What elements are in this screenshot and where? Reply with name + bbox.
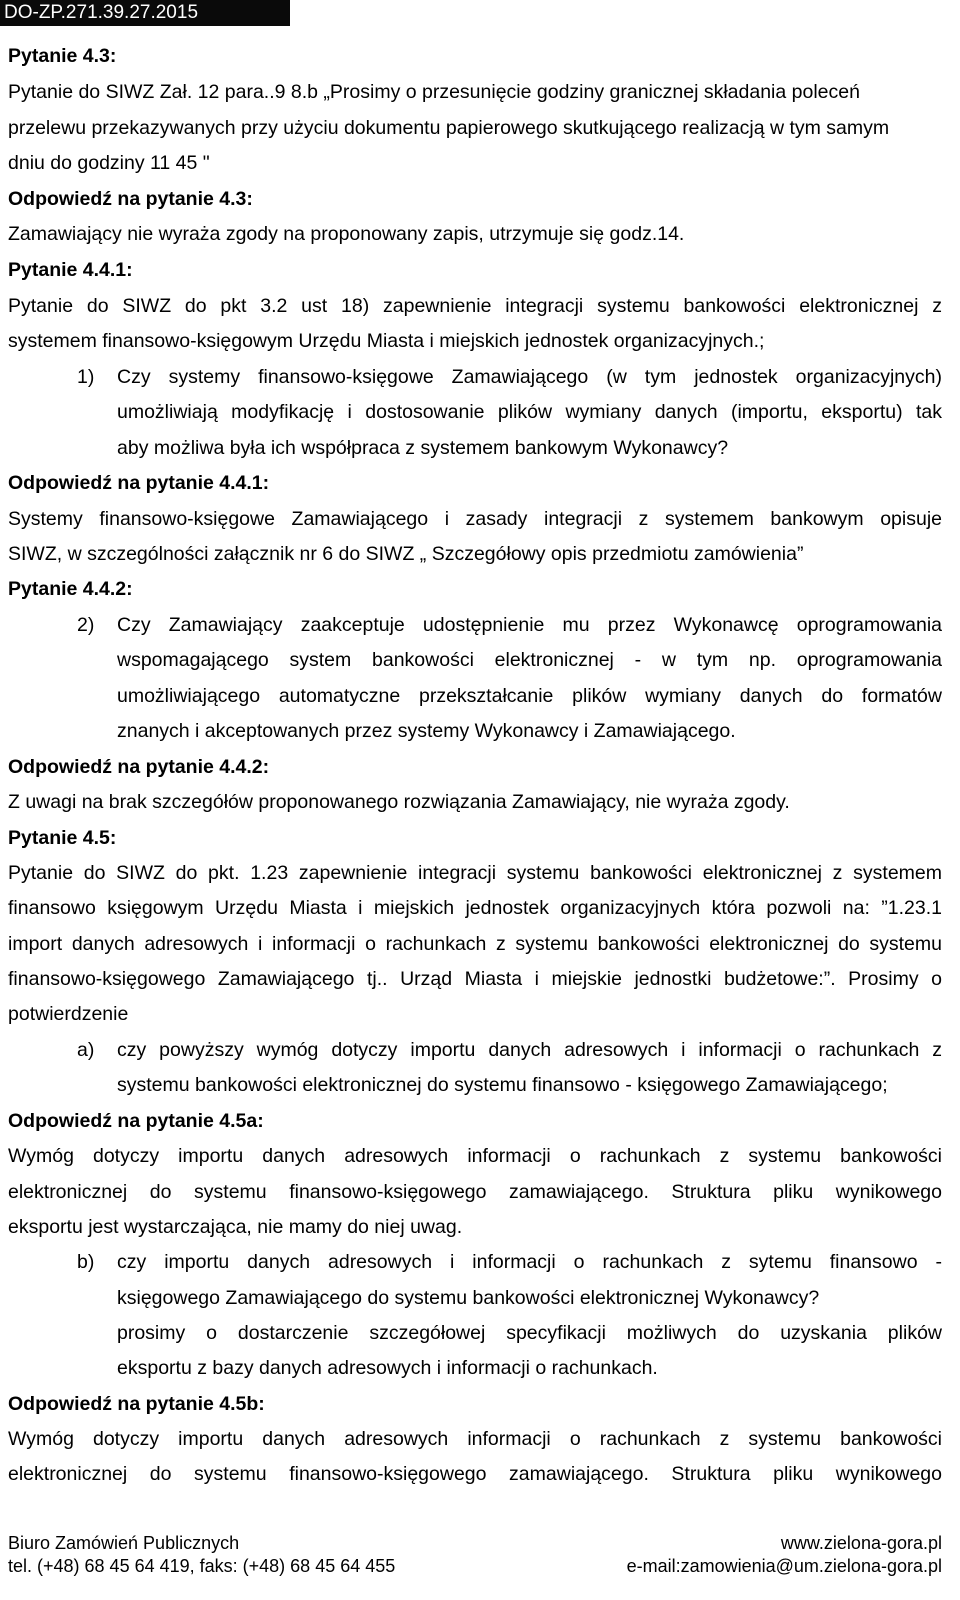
footer-row — [8, 1555, 942, 1577]
list-item-text: eksportu z bazy danych adresowych i informacji o rachunkach. — [117, 1357, 658, 1379]
list-marker: b) — [77, 1251, 95, 1273]
list-item-text: Czy Zamawiający zaakceptuje udostępnienie mu przez Wykonawcę oprogramowania — [117, 614, 942, 636]
text-line: potwierdzenie — [8, 1003, 129, 1025]
text-line: Z uwagi na brak szczegółów proponowanego rozwiązania Zamawiający, nie wyraża zgody. — [8, 791, 790, 813]
text-line: Pytanie do SIWZ Zał. 12 para..9 8.b „Prosimy o przesunięcie godziny granicznej składania poleceń — [8, 81, 860, 103]
text-line: Systemy finansowo-księgowe Zamawiającego i zasady integracji z systemem bankowym opisuje — [8, 508, 942, 530]
question-heading: Pytanie 4.4.1: — [8, 259, 133, 281]
answer-heading: Odpowiedź na pytanie 4.5b: — [8, 1393, 265, 1415]
text-line: Pytanie do SIWZ do pkt 3.2 ust 18) zapewnienie integracji systemu bankowości elektronicznej z — [8, 295, 942, 317]
list-item-text: czy importu danych adresowych i informacji o rachunkach z sytemu finansowo - — [117, 1251, 942, 1273]
question-heading: Pytanie 4.4.2: — [8, 578, 133, 600]
list-item-text: księgowego Zamawiającego do systemu bankowości elektronicznej Wykonawcy? — [117, 1287, 820, 1309]
list-item-text: czy powyższy wymóg dotyczy importu danych adresowych i informacji o rachunkach z — [117, 1039, 942, 1061]
list-item-text: znanych i akceptowanych przez systemy Wykonawcy i Zamawiającego. — [117, 720, 736, 742]
text-line: Wymóg dotyczy importu danych adresowych informacji o rachunkach z systemu bankowości — [8, 1428, 942, 1450]
footer-website: www.zielona-gora.pl — [780, 1533, 942, 1553]
text-line: przelewu przekazywanych przy użyciu dokumentu papierowego skutkującego realizacją w tym samym — [8, 117, 890, 139]
list-item-text: umożliwiają modyfikację i dostosowanie plików wymiany danych (importu, eksportu) tak — [117, 401, 942, 423]
text-line: elektronicznej do systemu finansowo-księgowego zamawiającego. Struktura pliku wynikowego — [8, 1181, 942, 1203]
list-item-text: wspomagającego system bankowości elektronicznej - w tym np. oprogramowania — [117, 649, 942, 671]
question-heading: Pytanie 4.3: — [8, 45, 117, 67]
text-line: dniu do godziny 11 45 " — [8, 152, 210, 174]
question-heading: Pytanie 4.5: — [8, 827, 117, 849]
list-marker: a) — [77, 1039, 95, 1061]
text-line: import danych adresowych i informacji o rachunkach z systemu bankowości elektronicznej do systemu — [8, 933, 942, 955]
text-line: Wymóg dotyczy importu danych adresowych informacji o rachunkach z systemu bankowości — [8, 1145, 942, 1167]
text-line: Pytanie do SIWZ do pkt. 1.23 zapewnienie integracji systemu bankowości elektronicznej z systemem — [8, 862, 942, 884]
text-line: elektronicznej do systemu finansowo-księgowego zamawiającego. Struktura pliku wynikowego — [8, 1463, 942, 1485]
text-line: Zamawiający nie wyraża zgody na proponowany zapis, utrzymuje się godz.14. — [8, 223, 685, 245]
answer-heading: Odpowiedź na pytanie 4.4.2: — [8, 756, 270, 778]
list-item-text: systemu bankowości elektronicznej do systemu finansowo - księgowego Zamawiającego; — [117, 1074, 888, 1096]
list-item-text: umożliwiającego automatyczne przekształcanie plików wymiany danych do formatów — [117, 685, 942, 707]
answer-heading: Odpowiedź na pytanie 4.5a: — [8, 1110, 264, 1132]
list-item-text: Czy systemy finansowo-księgowe Zamawiającego (w tym jednostek organizacyjnych) — [117, 366, 942, 388]
footer-email: e-mail:zamowienia@um.zielona-gora.pl — [626, 1556, 942, 1576]
list-marker: 1) — [77, 366, 95, 388]
footer-phone: tel. (+48) 68 45 64 419, faks: (+48) 68 45 64 455 — [8, 1556, 396, 1576]
list-item-text: prosimy o dostarczenie szczegółowej specyfikacji możliwych do uzyskania plików — [117, 1322, 942, 1344]
document-id-header: DO-ZP.271.39.27.2015 — [0, 0, 290, 26]
answer-heading: Odpowiedź na pytanie 4.3: — [8, 188, 253, 210]
list-marker: 2) — [77, 614, 95, 636]
list-item-text: aby możliwa była ich współpraca z systemem bankowym Wykonawcy? — [117, 437, 729, 459]
text-line: finansowo księgowym Urzędu Miasta i miejskich jednostek organizacyjnych która pozwoli na: ”1.23.1 — [8, 897, 942, 919]
footer-office: Biuro Zamówień Publicznych — [8, 1533, 240, 1553]
text-line: finansowo-księgowego Zamawiającego tj.. Urząd Miasta i miejskie jednostki budżetowe:”. Prosimy o — [8, 968, 942, 990]
text-line: eksportu jest wystarczająca, nie mamy do niej uwag. — [8, 1216, 463, 1238]
footer-row — [8, 1532, 942, 1554]
text-line: SIWZ, w szczególności załącznik nr 6 do SIWZ „ Szczegółowy opis przedmiotu zamówienia” — [8, 543, 804, 565]
answer-heading: Odpowiedź na pytanie 4.4.1: — [8, 472, 270, 494]
text-line: systemem finansowo-księgowym Urzędu Miasta i miejskich jednostek organizacyjnych.; — [8, 330, 765, 352]
